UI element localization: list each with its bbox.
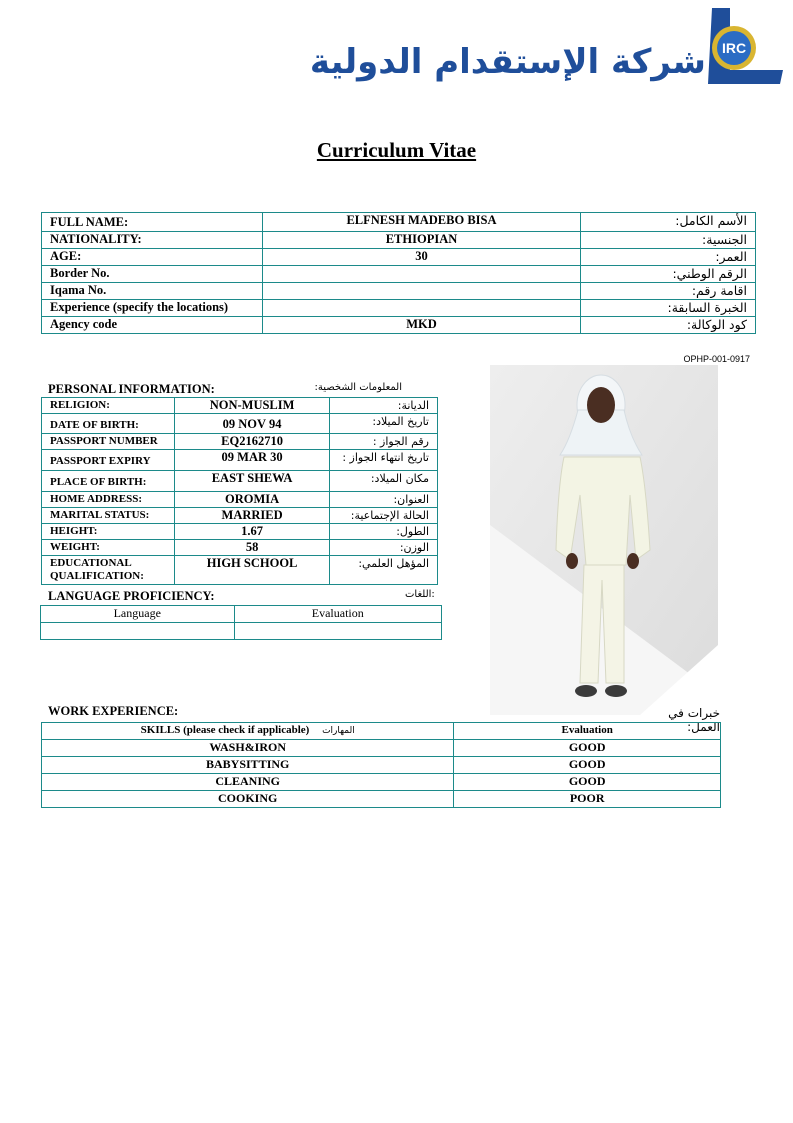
skill-evaluation-cell: POOR [454,791,721,808]
field-label-arabic: الرقم الوطني: [581,266,756,283]
evaluation-cell [234,623,441,640]
dob-value: 09 NOV 94 [174,414,329,434]
field-label-arabic: الجنسية: [581,232,756,249]
table-row [42,266,756,283]
field-label-arabic: الأسم الكامل: [581,213,756,232]
skill-cell: CLEANING [42,774,454,791]
field-label-arabic: كود الوكالة: [581,317,756,334]
table-row [42,508,438,524]
skill-evaluation-cell: GOOD [454,740,721,757]
basic-info-table [41,212,756,334]
field-label: Border No. [42,266,263,283]
column-header-evaluation: Evaluation [454,723,721,740]
table-row [42,300,756,317]
table-row [42,791,721,808]
field-label-arabic: المؤهل العلمي: [330,556,438,585]
home-address-value: OROMIA [174,492,329,508]
field-label-arabic: العمر: [581,249,756,266]
field-label-arabic: رقم الجواز : [330,434,438,450]
field-label: FULL NAME: [42,213,263,232]
skills-header-text: SKILLS (please check if applicable) [140,724,310,736]
iqama-no-value [262,283,580,300]
field-label-arabic: مكان الميلاد: [330,471,438,492]
personal-info-table [41,397,438,585]
passport-expiry-value: 09 MAR 30 [174,450,329,471]
skills-table [41,722,721,808]
weight-value: 58 [174,540,329,556]
language-heading: LANGUAGE PROFICIENCY: [48,589,215,603]
field-label-arabic: تاريخ الميلاد: [330,414,438,434]
field-label: Iqama No. [42,283,263,300]
column-header-evaluation: Evaluation [234,606,441,623]
table-row [42,757,721,774]
candidate-photo [490,365,718,715]
table-row [42,556,438,585]
field-label-arabic: الخبرة السابقة: [581,300,756,317]
field-label: NATIONALITY: [42,232,263,249]
field-label: PASSPORT NUMBER [42,434,175,450]
field-label: DATE OF BIRTH: [42,414,175,434]
passport-number-value: EQ2162710 [174,434,329,450]
skill-cell: WASH&IRON [42,740,454,757]
nationality-value: ETHIOPIAN [262,232,580,249]
table-row [42,740,721,757]
field-label: HEIGHT: [42,524,175,540]
border-no-value [262,266,580,283]
field-label: MARITAL STATUS: [42,508,175,524]
table-row [42,450,438,471]
field-label: EDUCATIONAL QUALIFICATION: [42,556,175,585]
table-row [42,249,756,266]
field-label: PLACE OF BIRTH: [42,471,175,492]
field-label: PASSPORT EXPIRY [42,450,175,471]
agency-code-value: MKD [262,317,580,334]
logo-initials: IRC [721,40,747,56]
table-row [42,492,438,508]
skills-header-arabic: المهارات [322,726,355,736]
field-label: RELIGION: [42,398,175,414]
field-label-arabic: الوزن: [330,540,438,556]
age-value: 30 [262,249,580,266]
document-title: Curriculum Vitae [316,138,477,162]
table-row [42,540,438,556]
personal-info-heading: PERSONAL INFORMATION: [48,382,215,396]
work-experience-heading-arabic: خبرات في العمل: [668,706,720,734]
field-label-arabic: تاريخ انتهاء الجواز : [330,450,438,471]
table-row [42,774,721,791]
field-label-arabic: الطول: [330,524,438,540]
table-row [42,471,438,492]
religion-value: NON-MUSLIM [174,398,329,414]
field-label-arabic: الحالة الإجتماعية: [330,508,438,524]
marital-status-value: MARRIED [174,508,329,524]
reference-code: OPHP-001-0917 [683,354,750,364]
table-row [42,434,438,450]
field-label-arabic: العنوان: [330,492,438,508]
field-label-arabic: اقامة رقم: [581,283,756,300]
skill-evaluation-cell: GOOD [454,757,721,774]
field-label: Experience (specify the locations) [42,300,263,317]
logo-arabic-text: شركة الإستقدام الدولية [309,42,706,82]
height-value: 1.67 [174,524,329,540]
work-experience-heading: WORK EXPERIENCE: [48,704,179,718]
table-row [41,623,442,640]
skill-cell: COOKING [42,791,454,808]
company-logo [309,8,783,88]
full-name-value: ELFNESH MADEBO BISA [262,213,580,232]
field-label: Agency code [42,317,263,334]
table-row [42,524,438,540]
table-row [42,317,756,334]
table-row [42,283,756,300]
table-row [42,232,756,249]
table-row [42,398,438,414]
experience-value [262,300,580,317]
irc-logo-mark [706,8,783,88]
skill-cell: BABYSITTING [42,757,454,774]
skill-evaluation-cell: GOOD [454,774,721,791]
education-value: HIGH SCHOOL [174,556,329,585]
column-header-language: Language [41,606,235,623]
place-of-birth-value: EAST SHEWA [174,471,329,492]
field-label: WEIGHT: [42,540,175,556]
personal-info-heading-arabic: المعلومات الشخصية: [314,382,402,393]
table-row [42,414,438,434]
field-label: HOME ADDRESS: [42,492,175,508]
language-cell [41,623,235,640]
language-heading-arabic: اللغات: [405,589,435,600]
field-label: AGE: [42,249,263,266]
table-row [42,213,756,232]
table-row [41,606,442,623]
language-table [40,605,442,640]
field-label-arabic: الديانة: [330,398,438,414]
table-row [42,723,721,740]
column-header-skills [42,723,454,740]
